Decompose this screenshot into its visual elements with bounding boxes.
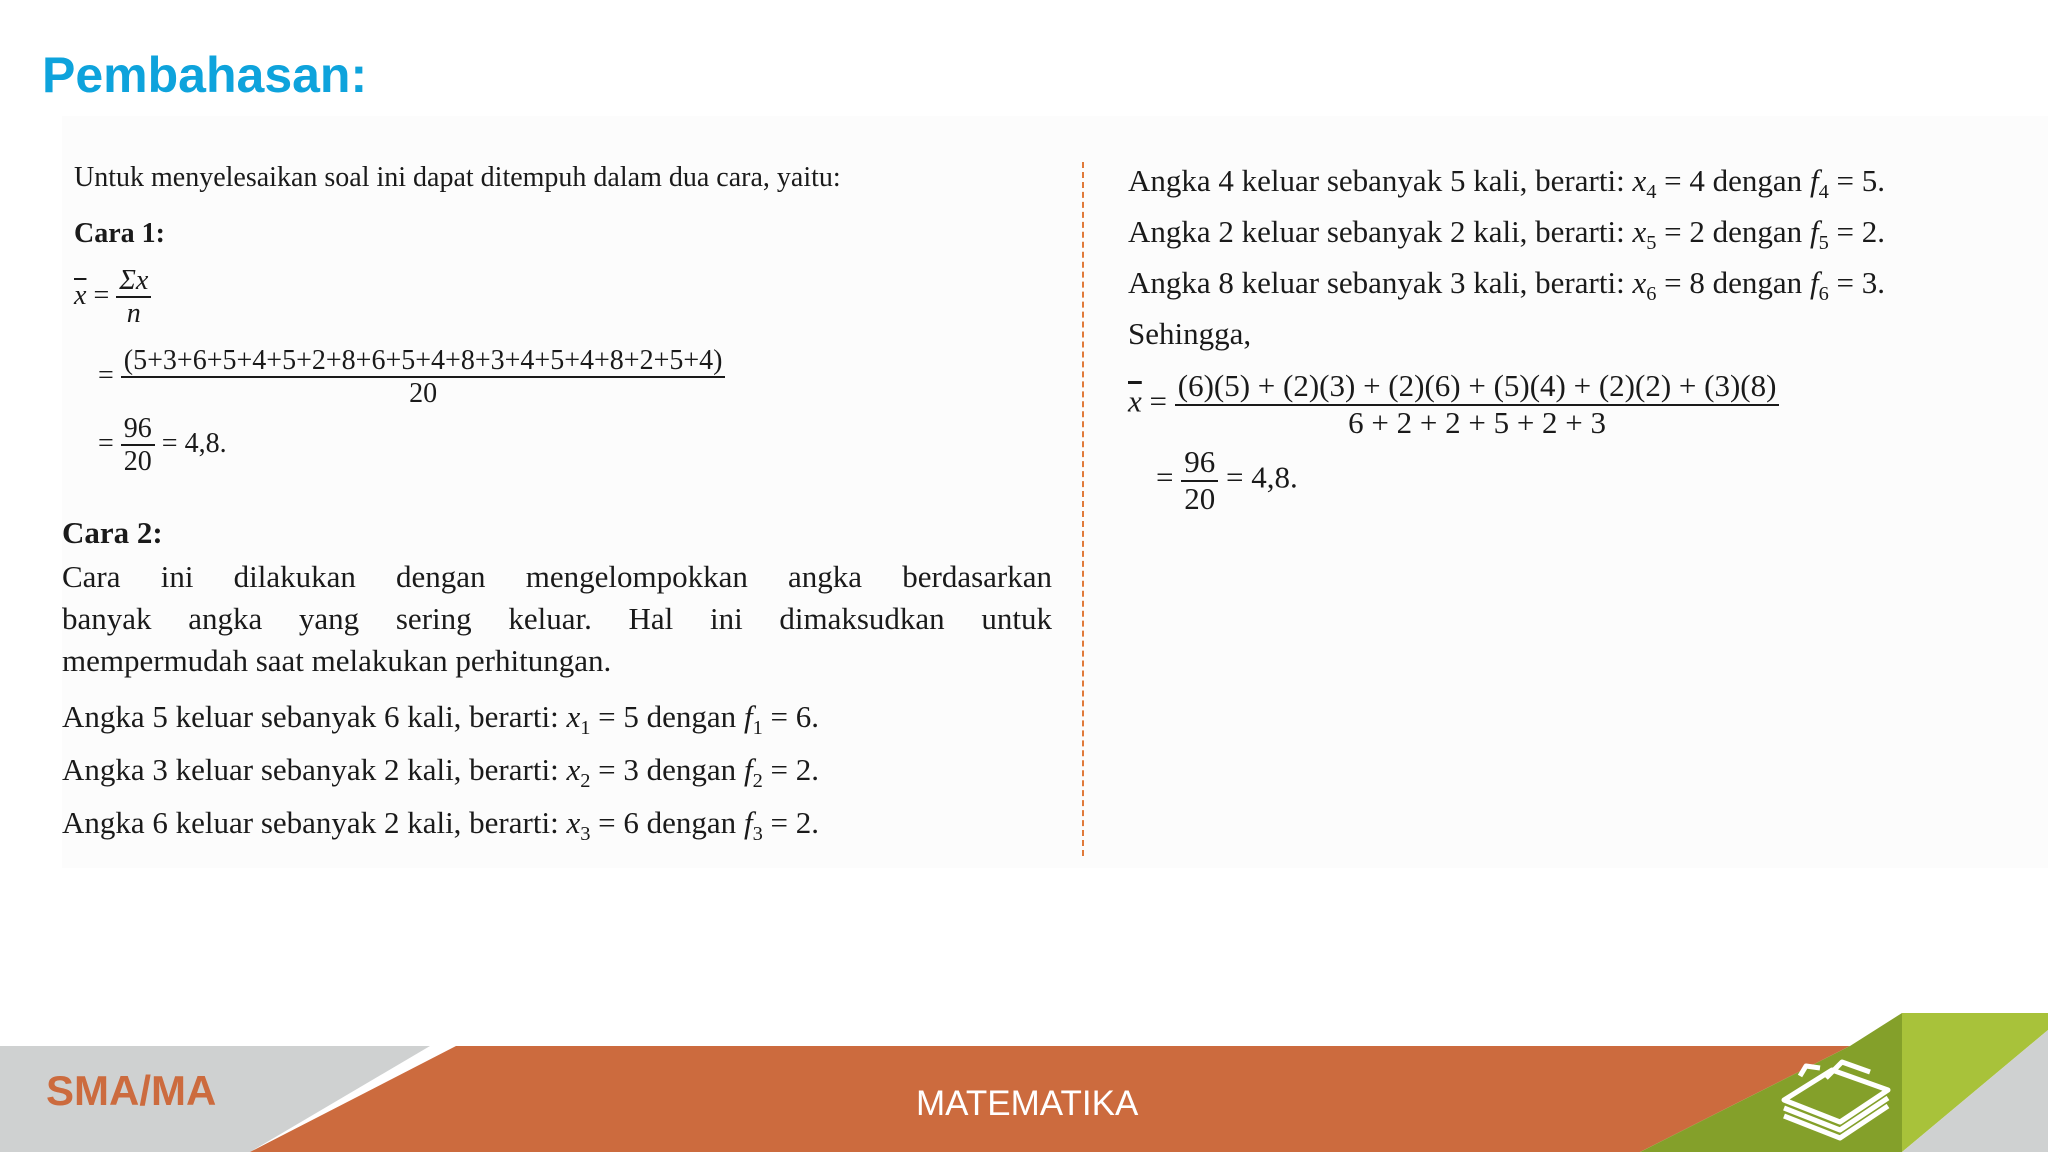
mean-symbol: $\overline{x}$: [1128, 383, 1142, 419]
page-title: Pembahasan:: [42, 47, 368, 103]
sum-numerator: (5+3+6+5+4+5+2+8+6+5+4+8+3+4+5+4+8+2+5+4): [121, 346, 726, 378]
weighted-denominator: 6 + 2 + 2 + 5 + 2 + 3: [1348, 404, 1607, 440]
result-value: = 4,8.: [161, 427, 227, 459]
footer-subject-label: MATEMATIKA: [916, 1084, 1139, 1123]
result-expression: = $\frac{96}{20}$ = 4,8.: [1156, 444, 1298, 516]
angka-line: Angka 4 keluar sebanyak 5 kali, berarti: $x_4 = 4$ dengan $f_4 = 5$.: [1128, 163, 1886, 204]
weighted-mean: $\overline{x}$ = $\frac{(6)(5) + (2)(3) + (2)(6) + (5)(4) + (2)(2) + (3)(8)}{6 + 2 + 2 + 5 + 2 + 3}$: [1128, 370, 1779, 439]
angka-line: Angka 3 keluar sebanyak 2 kali, berarti: $x_2 = 3$ dengan $f_2 = 2$.: [62, 752, 820, 793]
result-numerator: 96: [121, 414, 155, 446]
angka-line: Angka 8 keluar sebanyak 3 kali, berarti: $x_6 = 8$ dengan $f_6 = 3$.: [1128, 265, 1886, 306]
cara2-line: banyak angka yang sering keluar. Hal ini dimaksudkan untuk: [62, 600, 1052, 636]
sum-denominator: 20: [409, 378, 438, 410]
mean-formula: $\overline{x}$ = $\frac{\Sigma x}{n}$: [74, 266, 151, 329]
result-numerator: 96: [1181, 446, 1218, 482]
formula-denominator: n: [126, 298, 141, 330]
result-expression: = $\frac{96}{20}$ = 4,8.: [98, 413, 227, 478]
result-value: = 4,8.: [1225, 459, 1298, 495]
cara1-heading: Cara 1:: [74, 218, 165, 249]
weighted-numerator: (6)(5) + (2)(3) + (2)(6) + (5)(4) + (2)(2) + (3)(8): [1175, 370, 1780, 406]
mean-symbol: $\overline{x}$: [74, 279, 87, 311]
sum-expression: = $\frac{(5+3+6+5+4+5+2+8+6+5+4+8+3+4+5+4+8+2+5+4)}{20}$: [98, 346, 725, 409]
footer-level-label: SMA/MA: [46, 1067, 217, 1114]
intro-text: Untuk menyelesaikan soal ini dapat ditempuh dalam dua cara, yaitu:: [74, 162, 841, 193]
cara2-line: Cara ini dilakukan dengan mengelompokkan angka berdasarkan: [62, 559, 1052, 594]
angka-line: Angka 2 keluar sebanyak 2 kali, berarti: $x_5 = 2$ dengan $f_5 = 2$.: [1128, 214, 1886, 255]
formula-numerator: Σx: [116, 266, 151, 298]
angka-line: Angka 5 keluar sebanyak 6 kali, berarti: $x_1 = 5$ dengan $f_1 = 6$.: [62, 699, 820, 740]
angka-line: Angka 6 keluar sebanyak 2 kali, berarti: $x_3 = 6$ dengan $f_3 = 2$.: [62, 805, 820, 846]
result-denominator: 20: [1184, 480, 1216, 516]
cara2-line: mempermudah saat melakukan perhitungan.: [62, 642, 612, 678]
result-denominator: 20: [123, 446, 152, 478]
cara2-heading: Cara 2:: [62, 515, 163, 550]
sehingga-text: Sehingga,: [1128, 316, 1252, 351]
